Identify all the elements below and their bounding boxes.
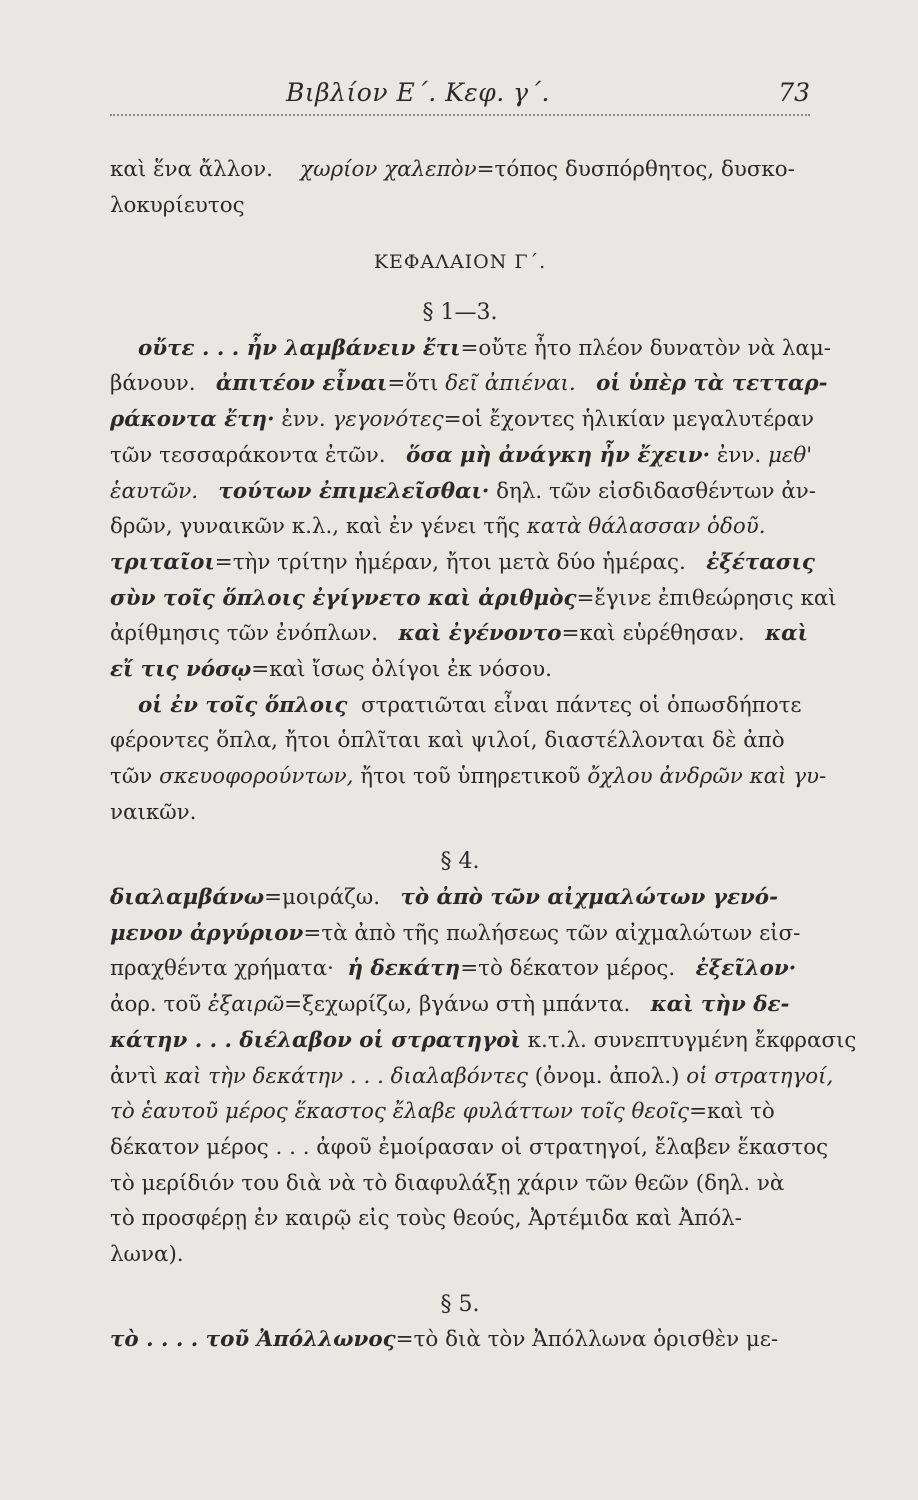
text-line: τὸ προσφέρῃ ἐν καιρῷ εἰς τοὺς θεούς, Ἀρτέμιδα καὶ Ἀπόλ- (110, 1206, 742, 1232)
header-dotted-rule (110, 114, 810, 116)
text-line: ἑαυτῶν. τούτων ἐπιμελεῖσθαι· δηλ. τῶν εἰσδιδασθέντων ἀν- (110, 478, 817, 504)
section-heading-5: § 5. (440, 1291, 480, 1317)
text-line: τὸ . . . . τοῦ Ἀπόλλωνος=τὸ διὰ τὸν Ἀπόλλωνα ὁρισθὲν με- (110, 1327, 779, 1353)
text-line: τὸ μερίδιόν του διὰ νὰ τὸ διαφυλάξῃ χάριν τῶν θεῶν (δηλ. νὰ (110, 1170, 785, 1196)
text-line: δέκατον μέρος . . . ἀφοῦ ἐμοίρασαν οἱ στρατηγοί, ἔλαβεν ἕκαστος (110, 1134, 829, 1160)
text-line: βάνουν. ἀπιτέον εἶναι=ὅτι δεῖ ἀπιέναι. οἱ ὑπὲρ τὰ τετταρ- (110, 371, 828, 397)
text-line: ἀρίθμησις τῶν ἐνόπλων. καὶ ἐγένοντο=καὶ εὑρέθησαν. καὶ (110, 621, 808, 647)
text-line: τὸ ἑαυτοῦ μέρος ἕκαστος ἔλαβε φυλάττων τοῖς θεοῖς=καὶ τὸ (110, 1099, 775, 1125)
text-line: οὔτε . . . ἦν λαμβάνειν ἔτι=οὔτε ἦτο πλέον δυνατὸν νὰ λαμ- (138, 335, 831, 361)
text-line: ἀορ. τοῦ ἐξαιρῶ=ξεχωρίζω, βγάνω στὴ μπάντα. καὶ τὴν δε- (110, 992, 790, 1018)
text-line: ἀντὶ καὶ τὴν δεκάτην . . . διαλαβόντες (ὀνομ. ἀπολ.) οἱ στρατηγοί, (110, 1063, 834, 1089)
text-line: ράκοντα ἔτη· ἐνν. γεγονότες=οἱ ἔχοντες ἡλικίαν μεγαλυτέραν (110, 407, 815, 433)
text-line: ναικῶν. (110, 799, 197, 825)
chapter-heading: ΚΕΦΑΛΑΙΟΝ Γ΄. (373, 251, 547, 274)
text-line: μενον ἀργύριον=τὰ ἀπὸ τῆς πωλήσεως τῶν αἰχμαλώτων εἰσ- (110, 920, 801, 946)
running-head: Βιβλίον Ε΄. Κεφ. γ΄. (286, 78, 550, 107)
text-line: διαλαμβάνω=μοιράζω. τὸ ἀπὸ τῶν αἰχμαλώτων γενό- (110, 885, 778, 911)
text-line: οἱ ἐν τοῖς ὅπλοις στρατιῶται εἶναι πάντες οἱ ὁπωσδήποτε (138, 692, 802, 718)
text-line: εἴ τις νόσῳ=καὶ ἴσως ὀλίγοι ἐκ νόσου. (110, 656, 552, 682)
section-heading-4: § 4. (440, 849, 480, 875)
page-header (110, 74, 810, 114)
text-line: λοκυρίευτος (110, 192, 245, 218)
text-line: φέροντες ὅπλα, ἤτοι ὁπλῖται καὶ ψιλοί, διαστέλλονται δὲ ἀπὸ (110, 728, 785, 754)
text-line: τῶν σκευοφορούντων, ἤτοι τοῦ ὑπηρετικοῦ ὄχλου ἀνδρῶν καὶ γυ- (110, 764, 827, 789)
text-line: λωνα). (110, 1241, 184, 1267)
text-line: σὺν τοῖς ὅπλοις ἐγίγνετο καὶ ἀριθμὸς=ἔγινε ἐπιθεώρησις καὶ (110, 585, 837, 611)
page-number: 73 (778, 78, 810, 107)
text-line: τῶν τεσσαράκοντα ἐτῶν. ὅσα μὴ ἀνάγκη ἦν ἔχειν· ἐνν. μεθ' (110, 442, 813, 468)
text-line: τριταῖοι=τὴν τρίτην ἡμέραν, ἤτοι μετὰ δύο ἡμέρας. ἐξέτασις (110, 549, 815, 575)
text-line: κάτην . . . διέλαβον οἱ στρατηγοὶ κ.τ.λ. συνεπτυγμένη ἔκφρασις (110, 1027, 857, 1053)
text-line: δρῶν, γυναικῶν κ.λ., καὶ ἐν γένει τῆς κατὰ θάλασσαν ὁδοῦ. (110, 514, 766, 540)
text-line: πραχθέντα χρήματα· ἡ δεκάτη=τὸ δέκατον μέρος. ἐξεῖλον· (110, 956, 797, 982)
page-body (110, 152, 857, 1358)
text-line: καὶ ἕνα ἄλλον. χωρίον χαλεπὸν=τόπος δυσπόρθητος, δυσκο- (110, 157, 795, 182)
section-heading-1-3: § 1—3. (422, 300, 498, 326)
